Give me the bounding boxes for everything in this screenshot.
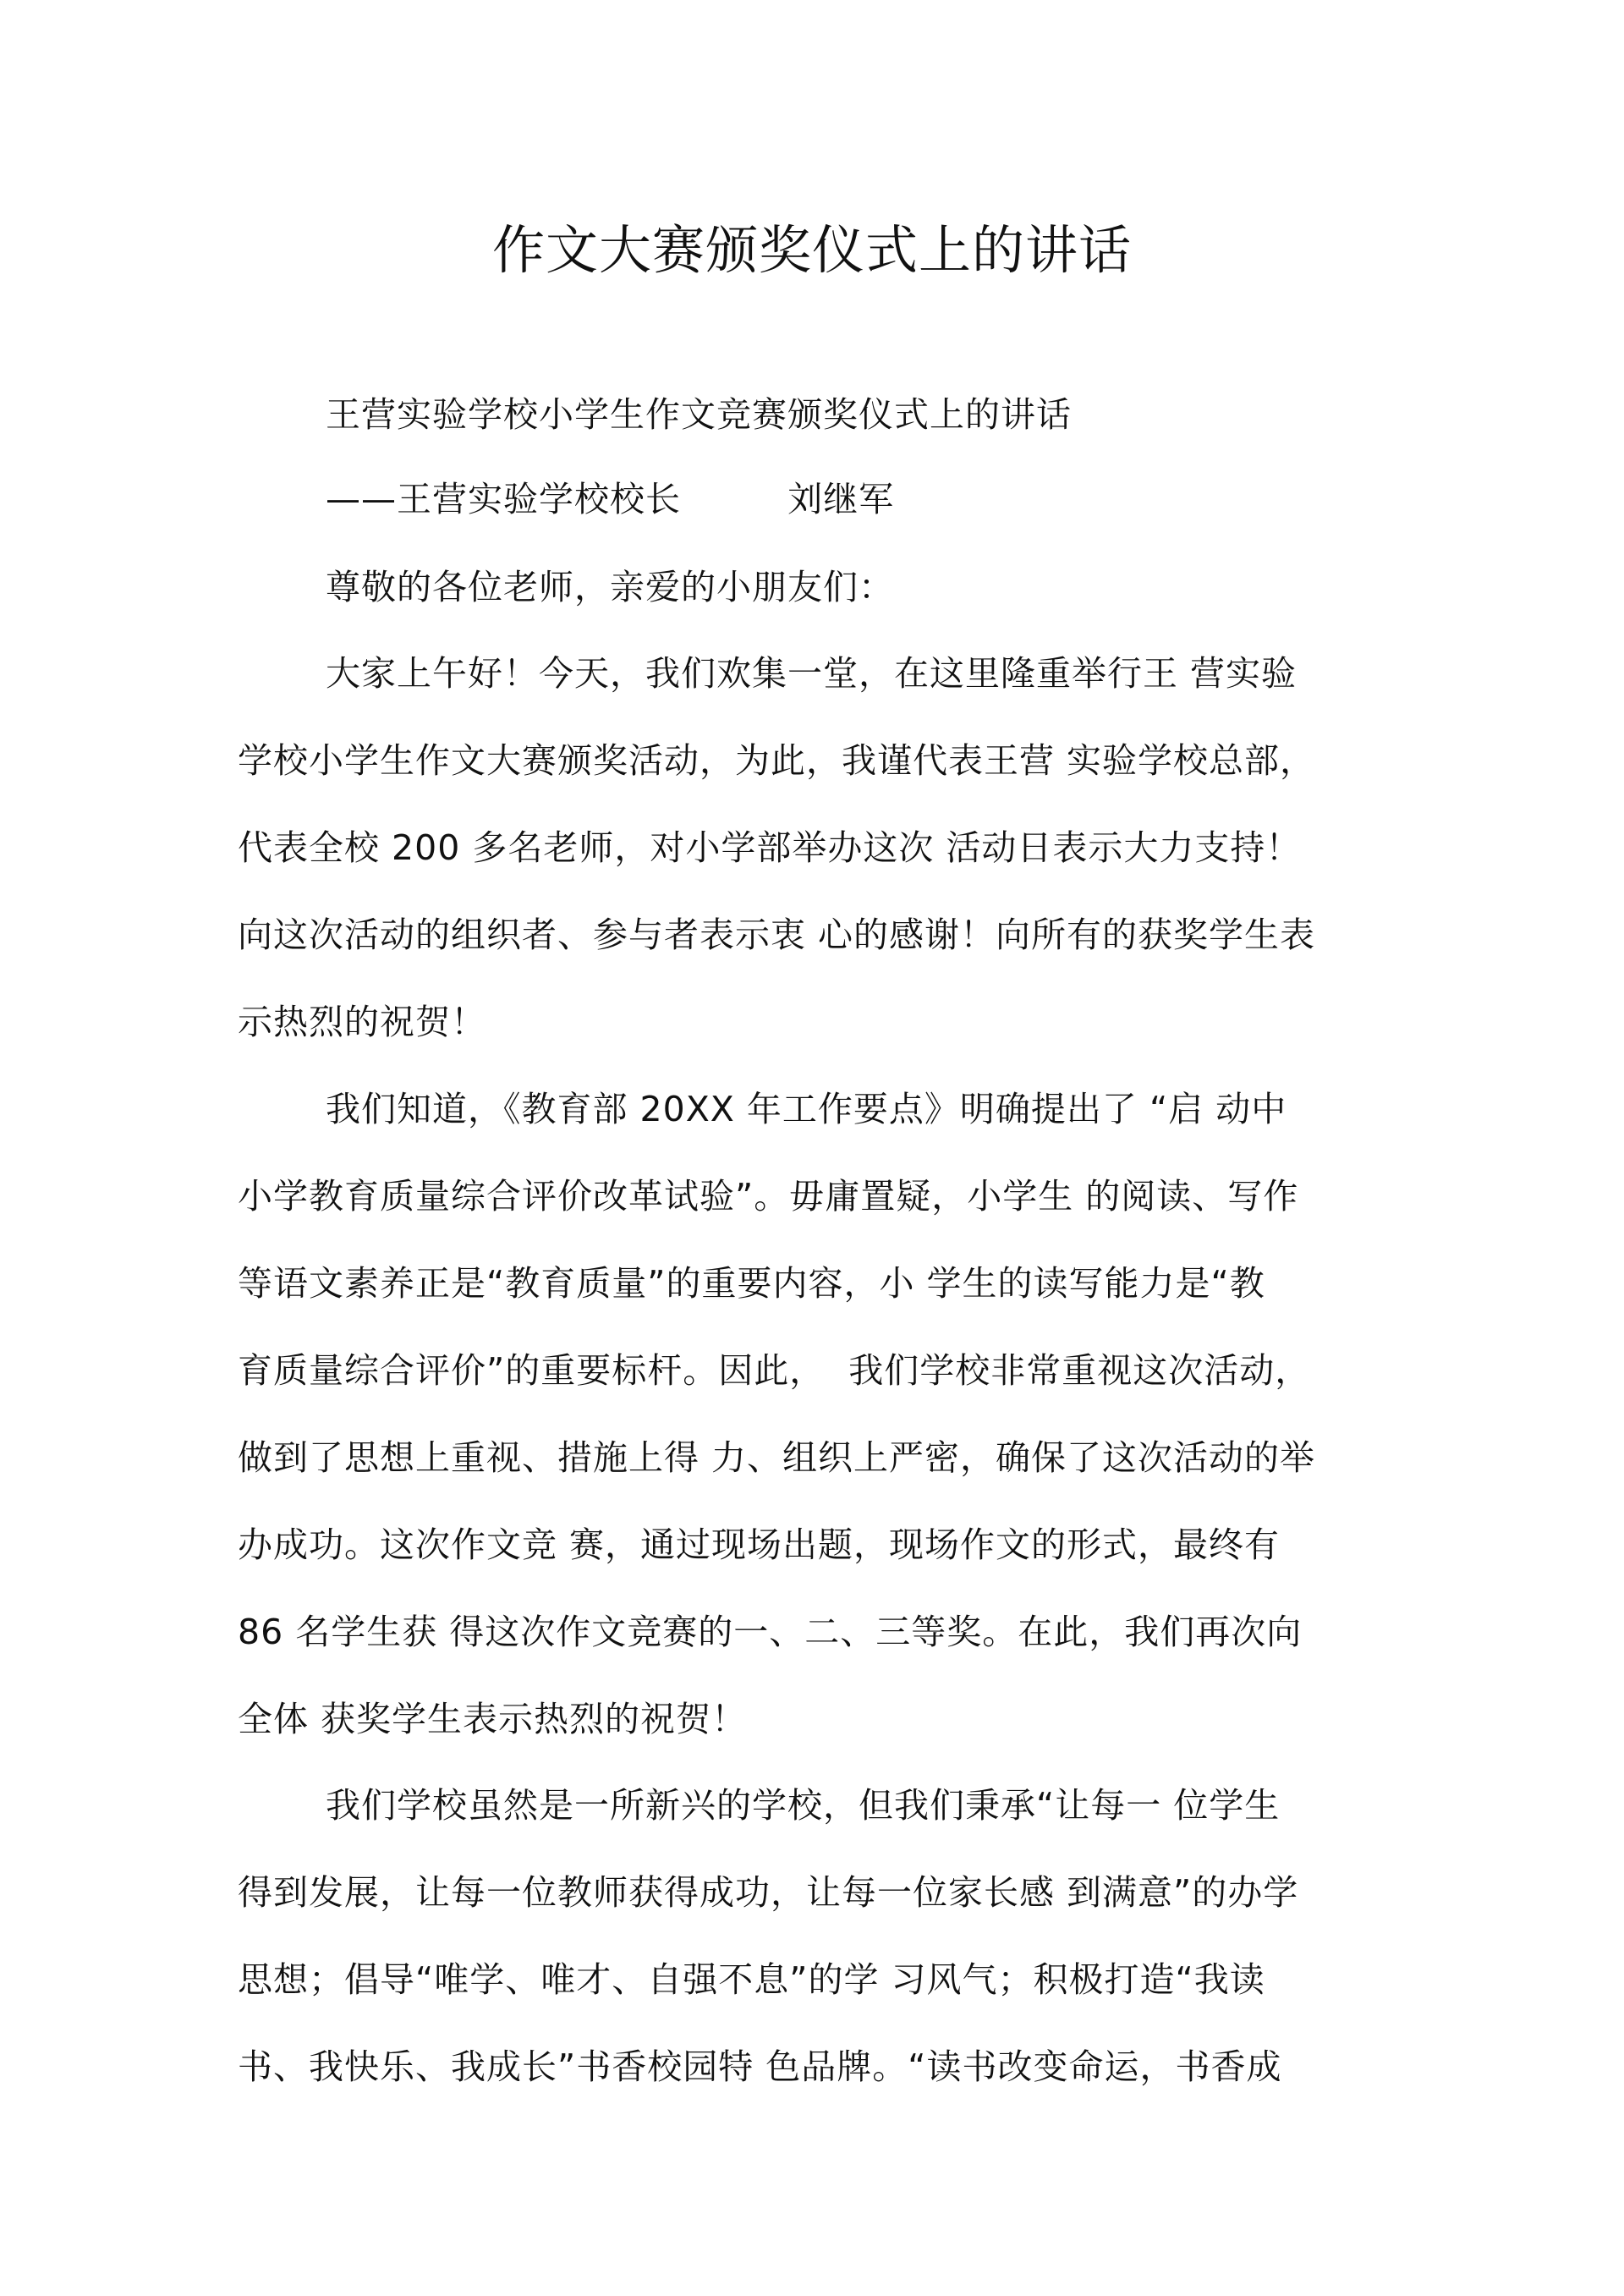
document-title: 作文大赛颁奖仪式上的讲话 <box>491 219 1132 281</box>
paragraph-line: 育质量综合评价”的重要标杆。因此， 我们学校非常重视这次活动， <box>238 1350 1311 1391</box>
paragraph-line: 大家上午好！今天，我们欢集一堂，在这里隆重举行王 营实验 <box>326 653 1298 694</box>
paragraph-line: 等语文素养正是“教育质量”的重要内容，小 学生的读写能力是“教 <box>238 1263 1265 1304</box>
paragraph-line: 86 名学生获 得这次作文竞赛的一、二、三等奖。在此，我们再次向 <box>238 1612 1303 1652</box>
paragraph-line: 得到发展，让每一位教师获得成功，让每一位家长感 到满意”的办学 <box>238 1872 1299 1913</box>
paragraph-line: 做到了思想上重视、措施上得 力、组织上严密，确保了这次活动的举 <box>238 1437 1316 1478</box>
document-subtitle: 王营实验学校小学生作文竞赛颁奖仪式上的讲话 <box>326 394 1072 435</box>
paragraph-line: 代表全校 200 多名老师，对小学部举办这次 活动日表示大力支持！ <box>238 827 1302 868</box>
paragraph-line: 思想；倡导“唯学、唯才、自强不息”的学 习风气；积极打造“我读 <box>238 1959 1265 2000</box>
paragraph-line: 办成功。这次作文竞 赛，通过现场出题，现场作文的形式，最终有 <box>238 1524 1281 1565</box>
paragraph-line: 我们知道，《教育部 20XX 年工作要点》明确提出了 “启 动中 <box>326 1089 1287 1129</box>
author-line: ——王营实验学校校长 刘继军 <box>326 479 895 519</box>
paragraph-line: 小学教育质量综合评价改革试验”。毋庸置疑，小学生 的阅读、写作 <box>238 1176 1299 1217</box>
paragraph-line: 全体 获奖学生表示热烈的祝贺！ <box>238 1699 748 1739</box>
paragraph-line: 书、我快乐、我成长”书香校园特 色品牌。“读书改变命运，书香成 <box>238 2046 1282 2087</box>
paragraph-line: 学校小学生作文大赛颁奖活动，为此，我谨代表王营 实验学校总部， <box>238 740 1316 781</box>
paragraph-line: 我们学校虽然是一所新兴的学校，但我们秉承“让每一 位学生 <box>326 1785 1281 1826</box>
paragraph-line: 向这次活动的组织者、参与者表示衷 心的感谢！向所有的获奖学生表 <box>238 915 1316 955</box>
salutation: 尊敬的各位老师，亲爱的小朋友们： <box>326 567 894 607</box>
paragraph-line: 示热烈的祝贺！ <box>238 1002 486 1042</box>
